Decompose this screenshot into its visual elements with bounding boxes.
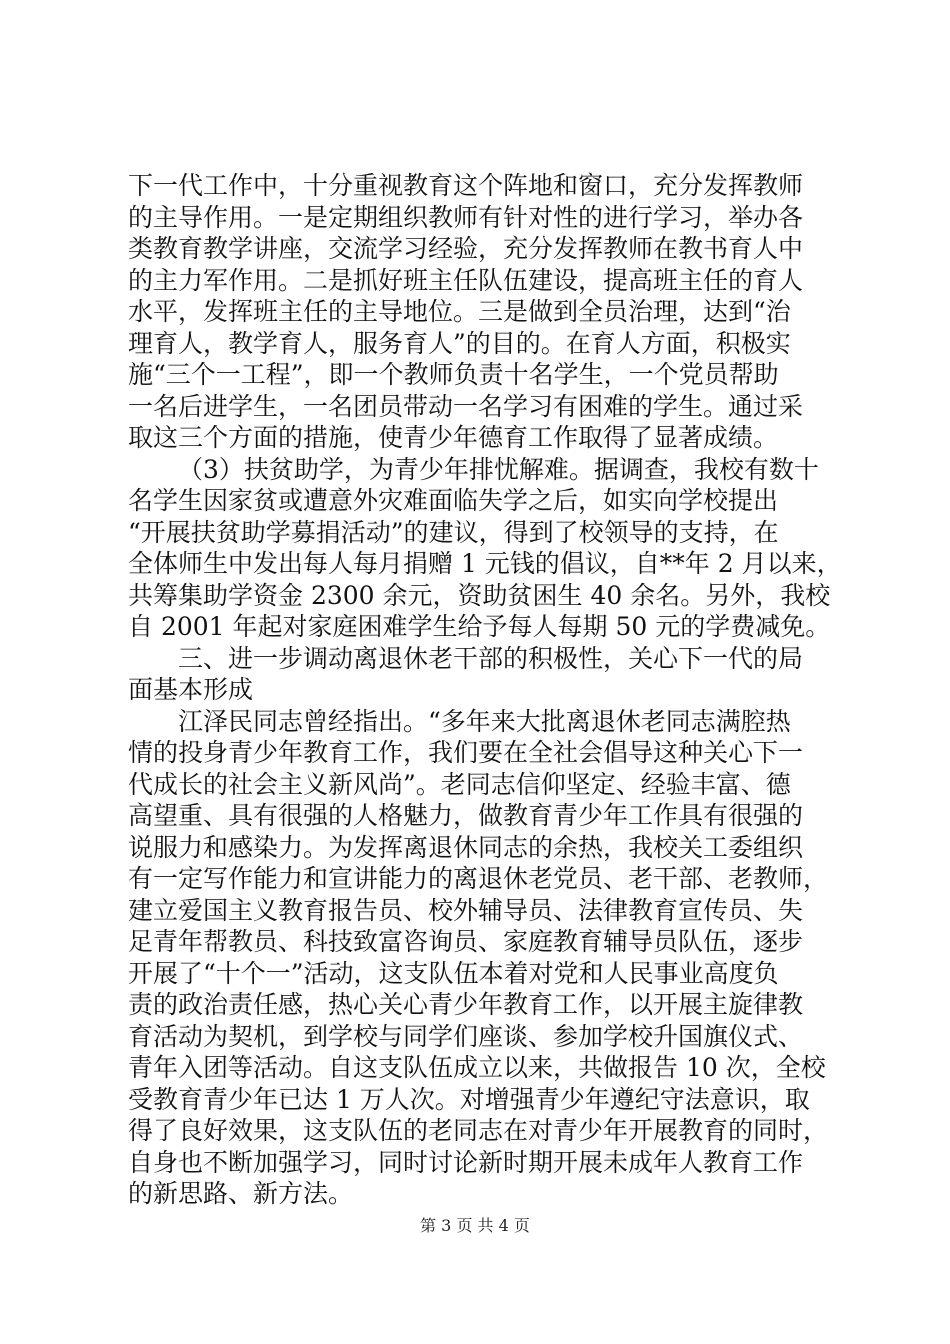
text-line: 类教育教学讲座，交流学习经验，充分发挥教师在教书育人中	[128, 234, 804, 263]
text-line: 建立爱国主义教育报告员、校外辅导员、法律教育宣传员、失	[128, 895, 804, 925]
text-line: 自 2001 年起对家庭困难学生给予每人每期 50 元的学费减免。	[128, 612, 831, 641]
text-line: 足青年帮教员、科技致富咨询员、家庭教育辅导员队伍，逐步	[128, 927, 804, 956]
text-line: 得了良好效果，这支队伍的老同志在对青少年开展教育的同时，	[128, 1116, 829, 1145]
text-line: 情的投身青少年教育工作，我们要在全社会倡导这种关心下一	[128, 738, 804, 767]
text-line: 的主导作用。一是定期组织教师有针对性的进行学习，举办各	[128, 202, 804, 232]
text-line: 育活动为契机，到学校与同学们座谈、参加学校升国旗仪式、	[128, 1021, 804, 1051]
text-line: 青年入团等活动。自这支队伍成立以来，共做报告 10 次，全校	[128, 1053, 826, 1082]
document-body	[128, 170, 842, 1210]
text-line: 江泽民同志曾经指出。“多年来大批离退休老同志满腔热	[178, 706, 791, 736]
text-line: 的新思路、新方法。	[128, 1179, 354, 1208]
text-line: 取这三个方面的措施，使青少年德育工作取得了显著成绩。	[128, 423, 779, 452]
text-line: （3）扶贫助学，为青少年排忧解难。据调查，我校有数十	[178, 454, 819, 484]
text-line: 责的政治责任感，热心关心青少年教育工作，以开展主旋律教	[128, 990, 804, 1019]
text-line: 三、进一步调动离退休老干部的积极性，关心下一代的局	[178, 643, 804, 673]
text-line: 面基本形成	[128, 675, 254, 704]
text-line: 的主力军作用。二是抓好班主任队伍建设，提高班主任的育人	[128, 265, 804, 295]
text-line: 代成长的社会主义新风尚”。老同志信仰坚定、经验丰富、德	[128, 769, 791, 799]
text-line: 说服力和感染力。为发挥离退休同志的余热，我校关工委组织	[128, 832, 804, 862]
text-line: 共筹集助学资金 2300 余元，资助贫困生 40 余名。另外，我校	[128, 580, 831, 610]
text-line: 下一代工作中，十分重视教育这个阵地和窗口，充分发挥教师	[128, 171, 804, 200]
text-line: 全体师生中发出每人每月捐赠 1 元钱的倡议，自**年 2 月以来，	[128, 549, 842, 578]
text-line: 理育人，教学育人，服务育人”的目的。在育人方面，积极实	[128, 328, 791, 358]
text-line: 施“三个一工程”，即一个教师负责十名学生，一个党员帮助	[128, 360, 779, 389]
text-line: 开展了“十个一”活动，这支队伍本着对党和人民事业高度负	[128, 958, 779, 988]
text-line: 有一定写作能力和宣讲能力的离退休老党员、老干部、老教师，	[128, 864, 829, 893]
text-line: 一名后进学生，一名团员带动一名学习有困难的学生。通过采	[128, 391, 804, 421]
text-line: 水平，发挥班主任的主导地位。三是做到全员治理，达到“治	[128, 297, 791, 326]
text-line: “开展扶贫助学募捐活动”的建议，得到了校领导的支持，在	[128, 517, 779, 547]
text-line: 名学生因家贫或遭意外灾难面临失学之后，如实向学校提出	[128, 486, 779, 515]
page-footer: 第 3 页 共 4 页	[420, 1216, 530, 1235]
text-line: 受教育青少年已达 1 万人次。对增强青少年遵纪守法意识，取	[128, 1084, 810, 1114]
text-line: 自身也不断加强学习，同时讨论新时期开展未成年人教育工作	[128, 1147, 804, 1177]
text-line: 高望重、具有很强的人格魅力，做教育青少年工作具有很强的	[128, 801, 804, 830]
